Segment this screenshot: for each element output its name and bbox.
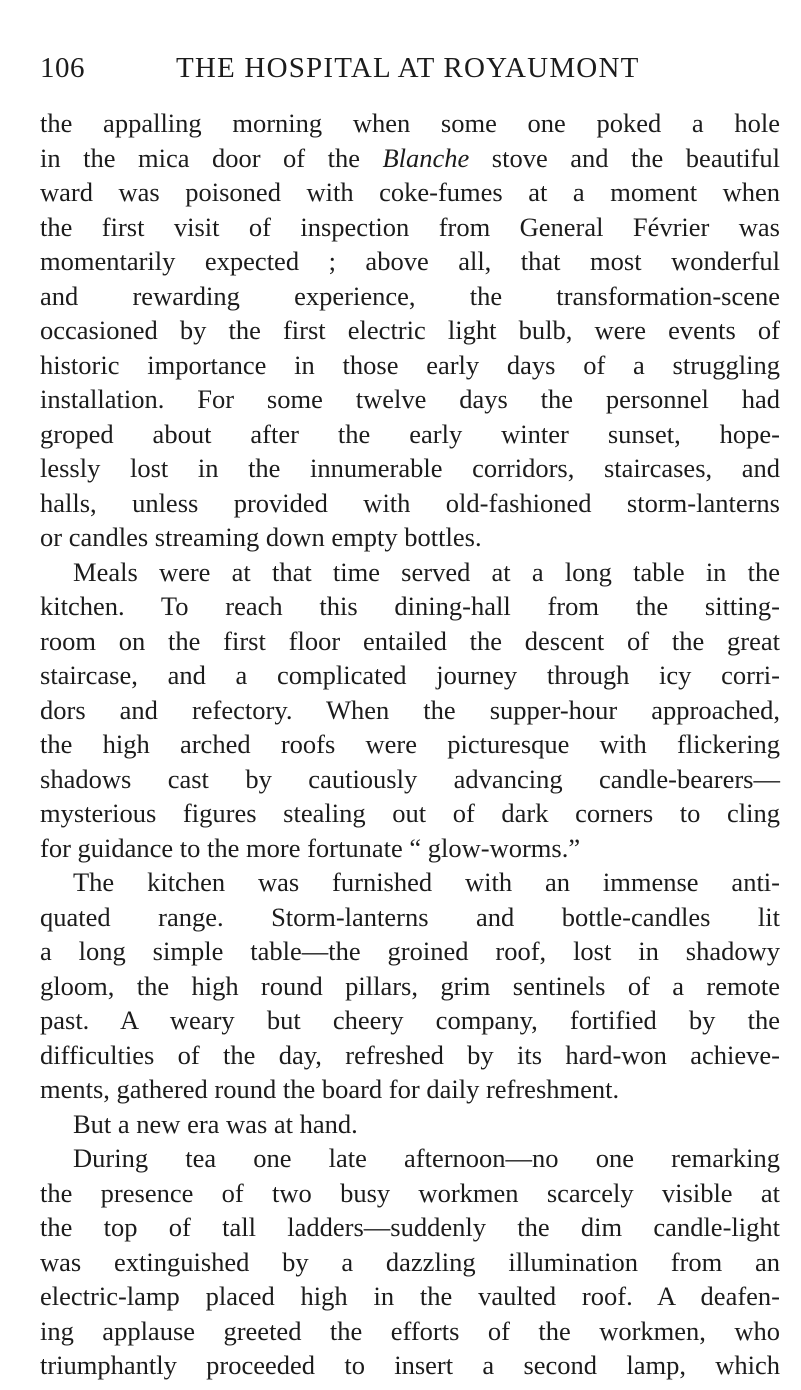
text-line <box>40 141 780 176</box>
text-line: or candles streaming down empty bottles. <box>40 522 482 552</box>
text-line: the top of tall ladders—suddenly the dim candle-light <box>40 1212 780 1242</box>
text-line: historic importance in those early days of a struggling <box>40 349 780 380</box>
text-line: was extinguished by a dazzling illumination from an <box>40 1246 780 1277</box>
text-line: past. A weary but cheery company, fortified by the <box>40 1005 780 1035</box>
text-line: But a new era was at hand. <box>73 1108 358 1139</box>
text-line: groped about after the early winter sunset, hope- <box>40 418 780 449</box>
page-number: 106 <box>40 52 85 84</box>
text-line: the presence of two busy workmen scarcely visible at <box>40 1177 780 1208</box>
text-line: mysterious figures stealing out of dark corners to cling <box>40 798 780 828</box>
italic-stove-name: Blanche <box>382 142 470 173</box>
text-line: difficulties of the day, refreshed by its hard-won achieve- <box>40 1039 780 1070</box>
text-line: a long simple table—the groined roof, lost in shadowy <box>40 936 780 966</box>
text-line: the appalling morning when some one poked a hole <box>40 108 780 138</box>
text-line: occasioned by the first electric light bulb, were events of <box>40 315 780 345</box>
text-line: installation. For some twelve days the personnel had <box>40 384 780 414</box>
running-title: THE HOSPITAL AT ROYAUMONT <box>176 52 640 84</box>
text-line: for guidance to the more fortunate “ glow-worms.” <box>40 832 581 863</box>
text-line: staircase, and a complicated journey through icy corri- <box>40 660 780 690</box>
text-line: gloom, the high round pillars, grim sentinels of a remote <box>40 970 780 1001</box>
text-line: triumphantly proceeded to insert a second lamp, which <box>40 1350 780 1380</box>
text-line: ward was poisoned with coke-fumes at a moment when <box>40 177 780 207</box>
book-page <box>40 46 780 1383</box>
text-line: momentarily expected ; above all, that most wonderful <box>40 246 780 276</box>
text-line: Meals were at that time served at a long table in the <box>73 556 780 587</box>
text-segment: stove and the beautiful <box>469 142 780 173</box>
text-line: room on the first floor entailed the descent of the great <box>40 625 780 656</box>
text-line: kitchen. To reach this dining-hall from the sitting- <box>40 591 780 621</box>
text-line: halls, unless provided with old-fashioned storm-lanterns <box>40 487 780 518</box>
running-head <box>40 46 780 90</box>
text-line: The kitchen was furnished with an immense anti- <box>73 867 780 897</box>
text-line: lessly lost in the innumerable corridors, staircases, and <box>40 453 780 483</box>
body-text <box>40 106 780 1383</box>
text-line: shadows cast by cautiously advancing candle-bearers— <box>40 763 780 794</box>
text-line: and rewarding experience, the transformation-scene <box>40 280 780 311</box>
text-line: During tea one late afternoon—no one remarking <box>73 1143 780 1173</box>
text-line: ments, gathered round the board for daily refreshment. <box>40 1074 620 1104</box>
text-line: dors and refectory. When the supper-hour approached, <box>40 694 780 725</box>
text-line: the high arched roofs were picturesque with flickering <box>40 729 780 759</box>
text-segment: in the mica door of the <box>40 142 383 173</box>
text-line: the first visit of inspection from General Février was <box>40 211 780 242</box>
text-line: ing applause greeted the efforts of the workmen, who <box>40 1315 780 1346</box>
text-line: electric-lamp placed high in the vaulted roof. A deafen- <box>40 1281 780 1311</box>
text-line: quated range. Storm-lanterns and bottle-candles lit <box>40 901 780 932</box>
